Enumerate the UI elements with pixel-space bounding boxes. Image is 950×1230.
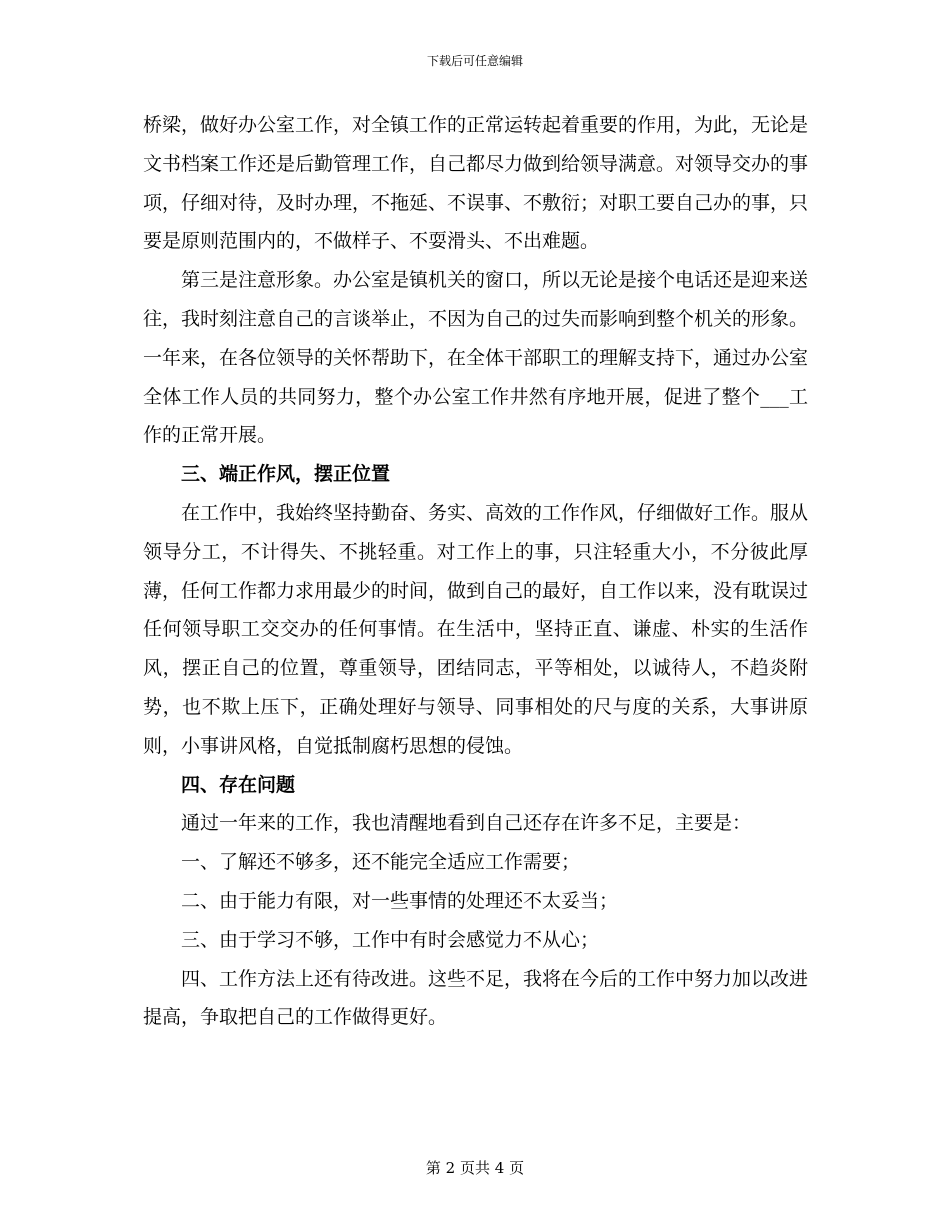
section-heading-4: 四、存在问题 [181,773,296,796]
document-body [143,106,808,1037]
list-item-problem-3: 三、由于学习不够，工作中有时会感觉力不从心； [181,928,600,951]
paragraph-continuation: 桥梁，做好办公室工作，对全镇工作的正常运转起着重要的作用，为此，无论是文书档案工作还是后勤管理工作，自己都尽力做到给领导满意。对领导交办的事项，仔细对待，及时办理，不拖延、不误事、不敷衍；对职工要自己办的事，只要是原则范围内的，不做样子、不耍滑头、不出难题。 [143,114,809,253]
section-heading-3: 三、端正作风，摆正位置 [181,463,391,486]
paragraph-work-style: 在工作中，我始终坚持勤奋、务实、高效的工作作风，仔细做好工作。服从领导分工，不计得失、不挑轻重。对工作上的事，只注轻重大小，不分彼此厚薄，任何工作都力求用最少的时间，做到自己的最好，自工作以来，没有耽误过任何领导职工交交办的任何事情。在生活中，坚持正直、谦虚、朴实的生活作风，摆正自己的位置，尊重领导，团结同志，平等相处，以诚待人，不趋炎附势，也不欺上压下，正确处理好与领导、同事相处的尺与度的关系，大事讲原则，小事讲风格，自觉抵制腐朽思想的侵蚀。 [143,501,809,757]
list-item-problem-4: 四、工作方法上还有待改进。这些不足，我将在今后的工作中努力加以改进提高，争取把自己的工作做得更好。 [143,967,809,1029]
list-item-problem-1: 一、了解还不够多，还不能完全适应工作需要； [181,851,581,874]
list-item-problem-2: 二、由于能力有限，对一些事情的处理还不太妥当； [181,889,619,912]
page-header: 下载后可任意编辑 [426,54,523,68]
paragraph-problems-intro: 通过一年来的工作，我也清醒地看到自己还存在许多不足，主要是： [181,812,752,835]
page-footer: 第 2 页共 4 页 [425,1159,525,1177]
paragraph-image: 第三是注意形象。办公室是镇机关的窗口，所以无论是接个电话还是迎来送往，我时刻注意自己的言谈举止，不因为自己的过失而影响到整个机关的形象。一年来，在各位领导的关怀帮助下，在全体干部职工的理解支持下，通过办公室全体工作人员的共同努力，整个办公室工作井然有序地开展，促进了整个___工作的正常开展。 [143,269,809,447]
